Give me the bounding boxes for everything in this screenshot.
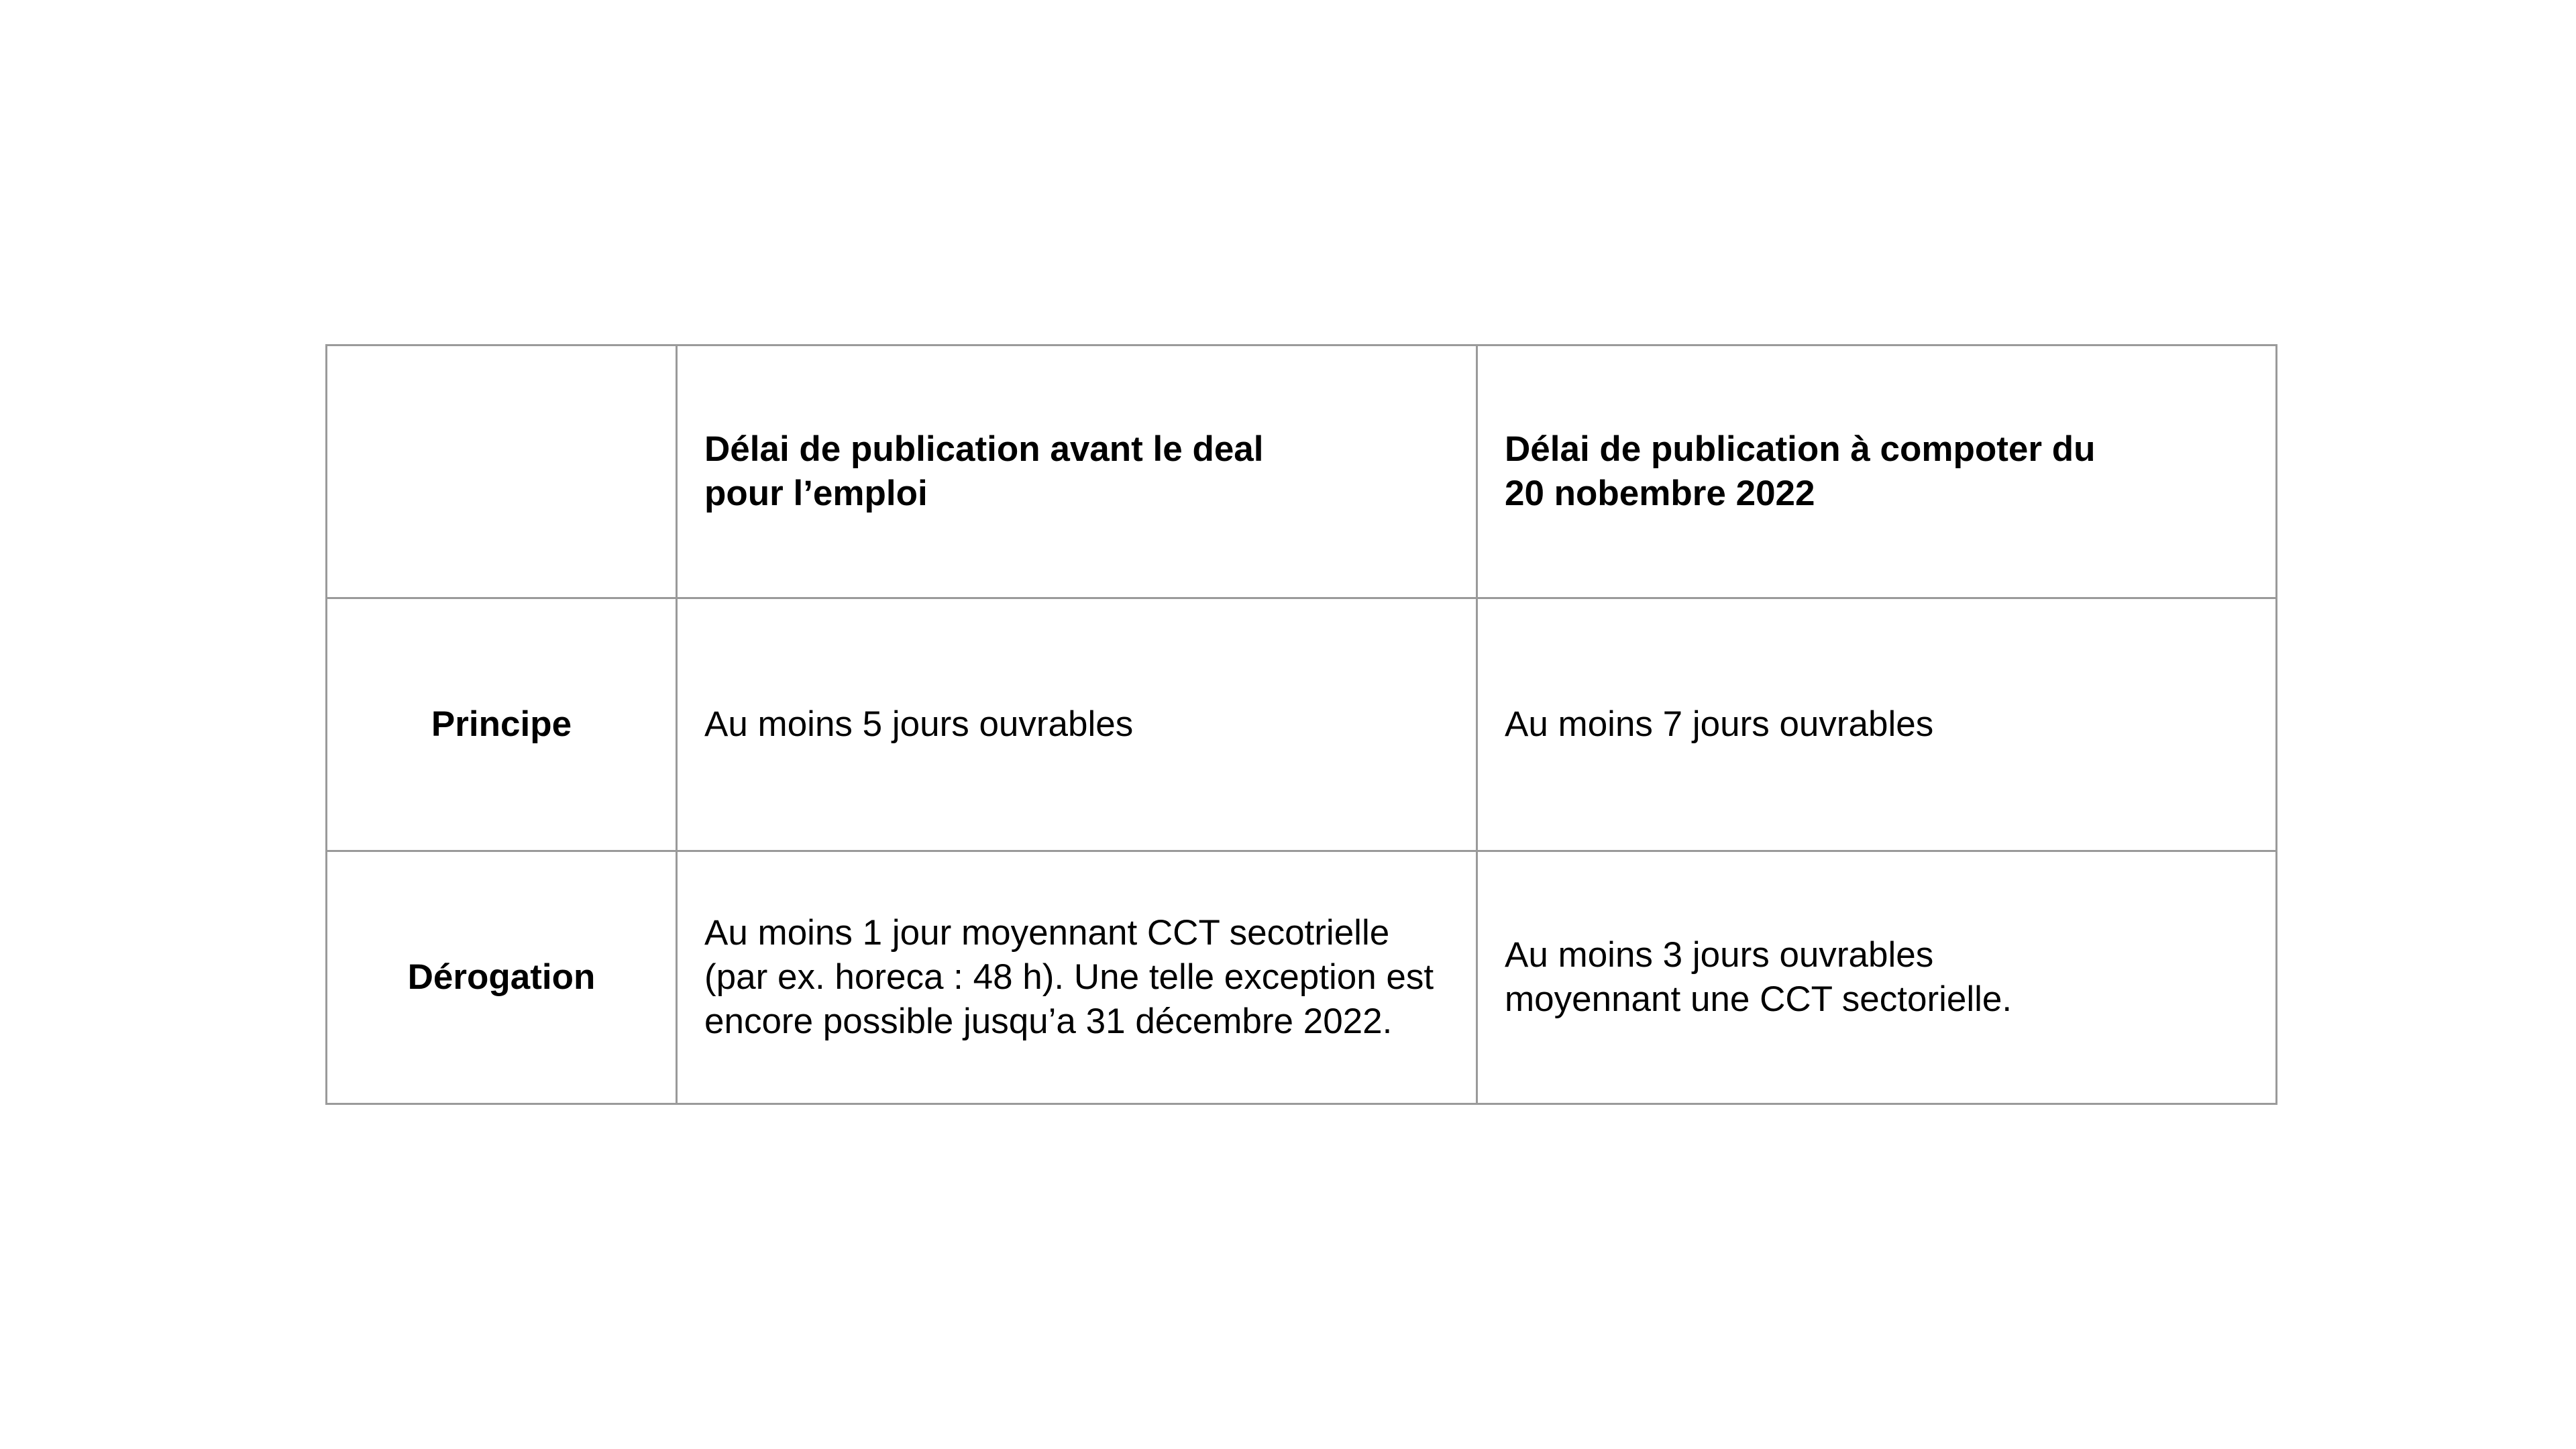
row-label-derogation: Dérogation [327,851,677,1104]
table-row-derogation [327,851,2277,1104]
table-row-principe [327,598,2277,851]
cell-line: encore possible jusqu’a 31 décembre 2022. [704,1002,1393,1041]
cell-principe-before [677,598,1477,851]
header-cell-after-deal [1477,345,2277,598]
cell-line: Au moins 5 jours ouvrables [704,704,1134,744]
header-line: Délai de publication à compoter du [1505,429,2096,469]
cell-derogation-after [1477,851,2277,1104]
row-label-principe: Principe [327,598,677,851]
cell-derogation-before [677,851,1477,1104]
cell-principe-after [1477,598,2277,851]
cell-line: Au moins 1 jour moyennant CCT secotrielle [704,913,1390,953]
header-cell-before-deal [677,345,1477,598]
header-line: Délai de publication avant le deal [704,429,1264,469]
cell-line: (par ex. horeca : 48 h). Une telle exception est [704,957,1434,997]
corner-cell [327,345,677,598]
comparison-table [325,344,2277,1105]
header-before-deal-text [704,427,1449,516]
header-line: pour l’emploi [704,474,928,513]
header-row [327,345,2277,598]
header-after-deal-text [1505,427,2249,516]
header-line: 20 nobembre 2022 [1505,474,1815,513]
cell-line: Au moins 3 jours ouvrables [1505,935,1934,975]
cell-line: Au moins 7 jours ouvrables [1505,704,1934,744]
cell-line: moyennant une CCT sectorielle. [1505,979,2012,1019]
